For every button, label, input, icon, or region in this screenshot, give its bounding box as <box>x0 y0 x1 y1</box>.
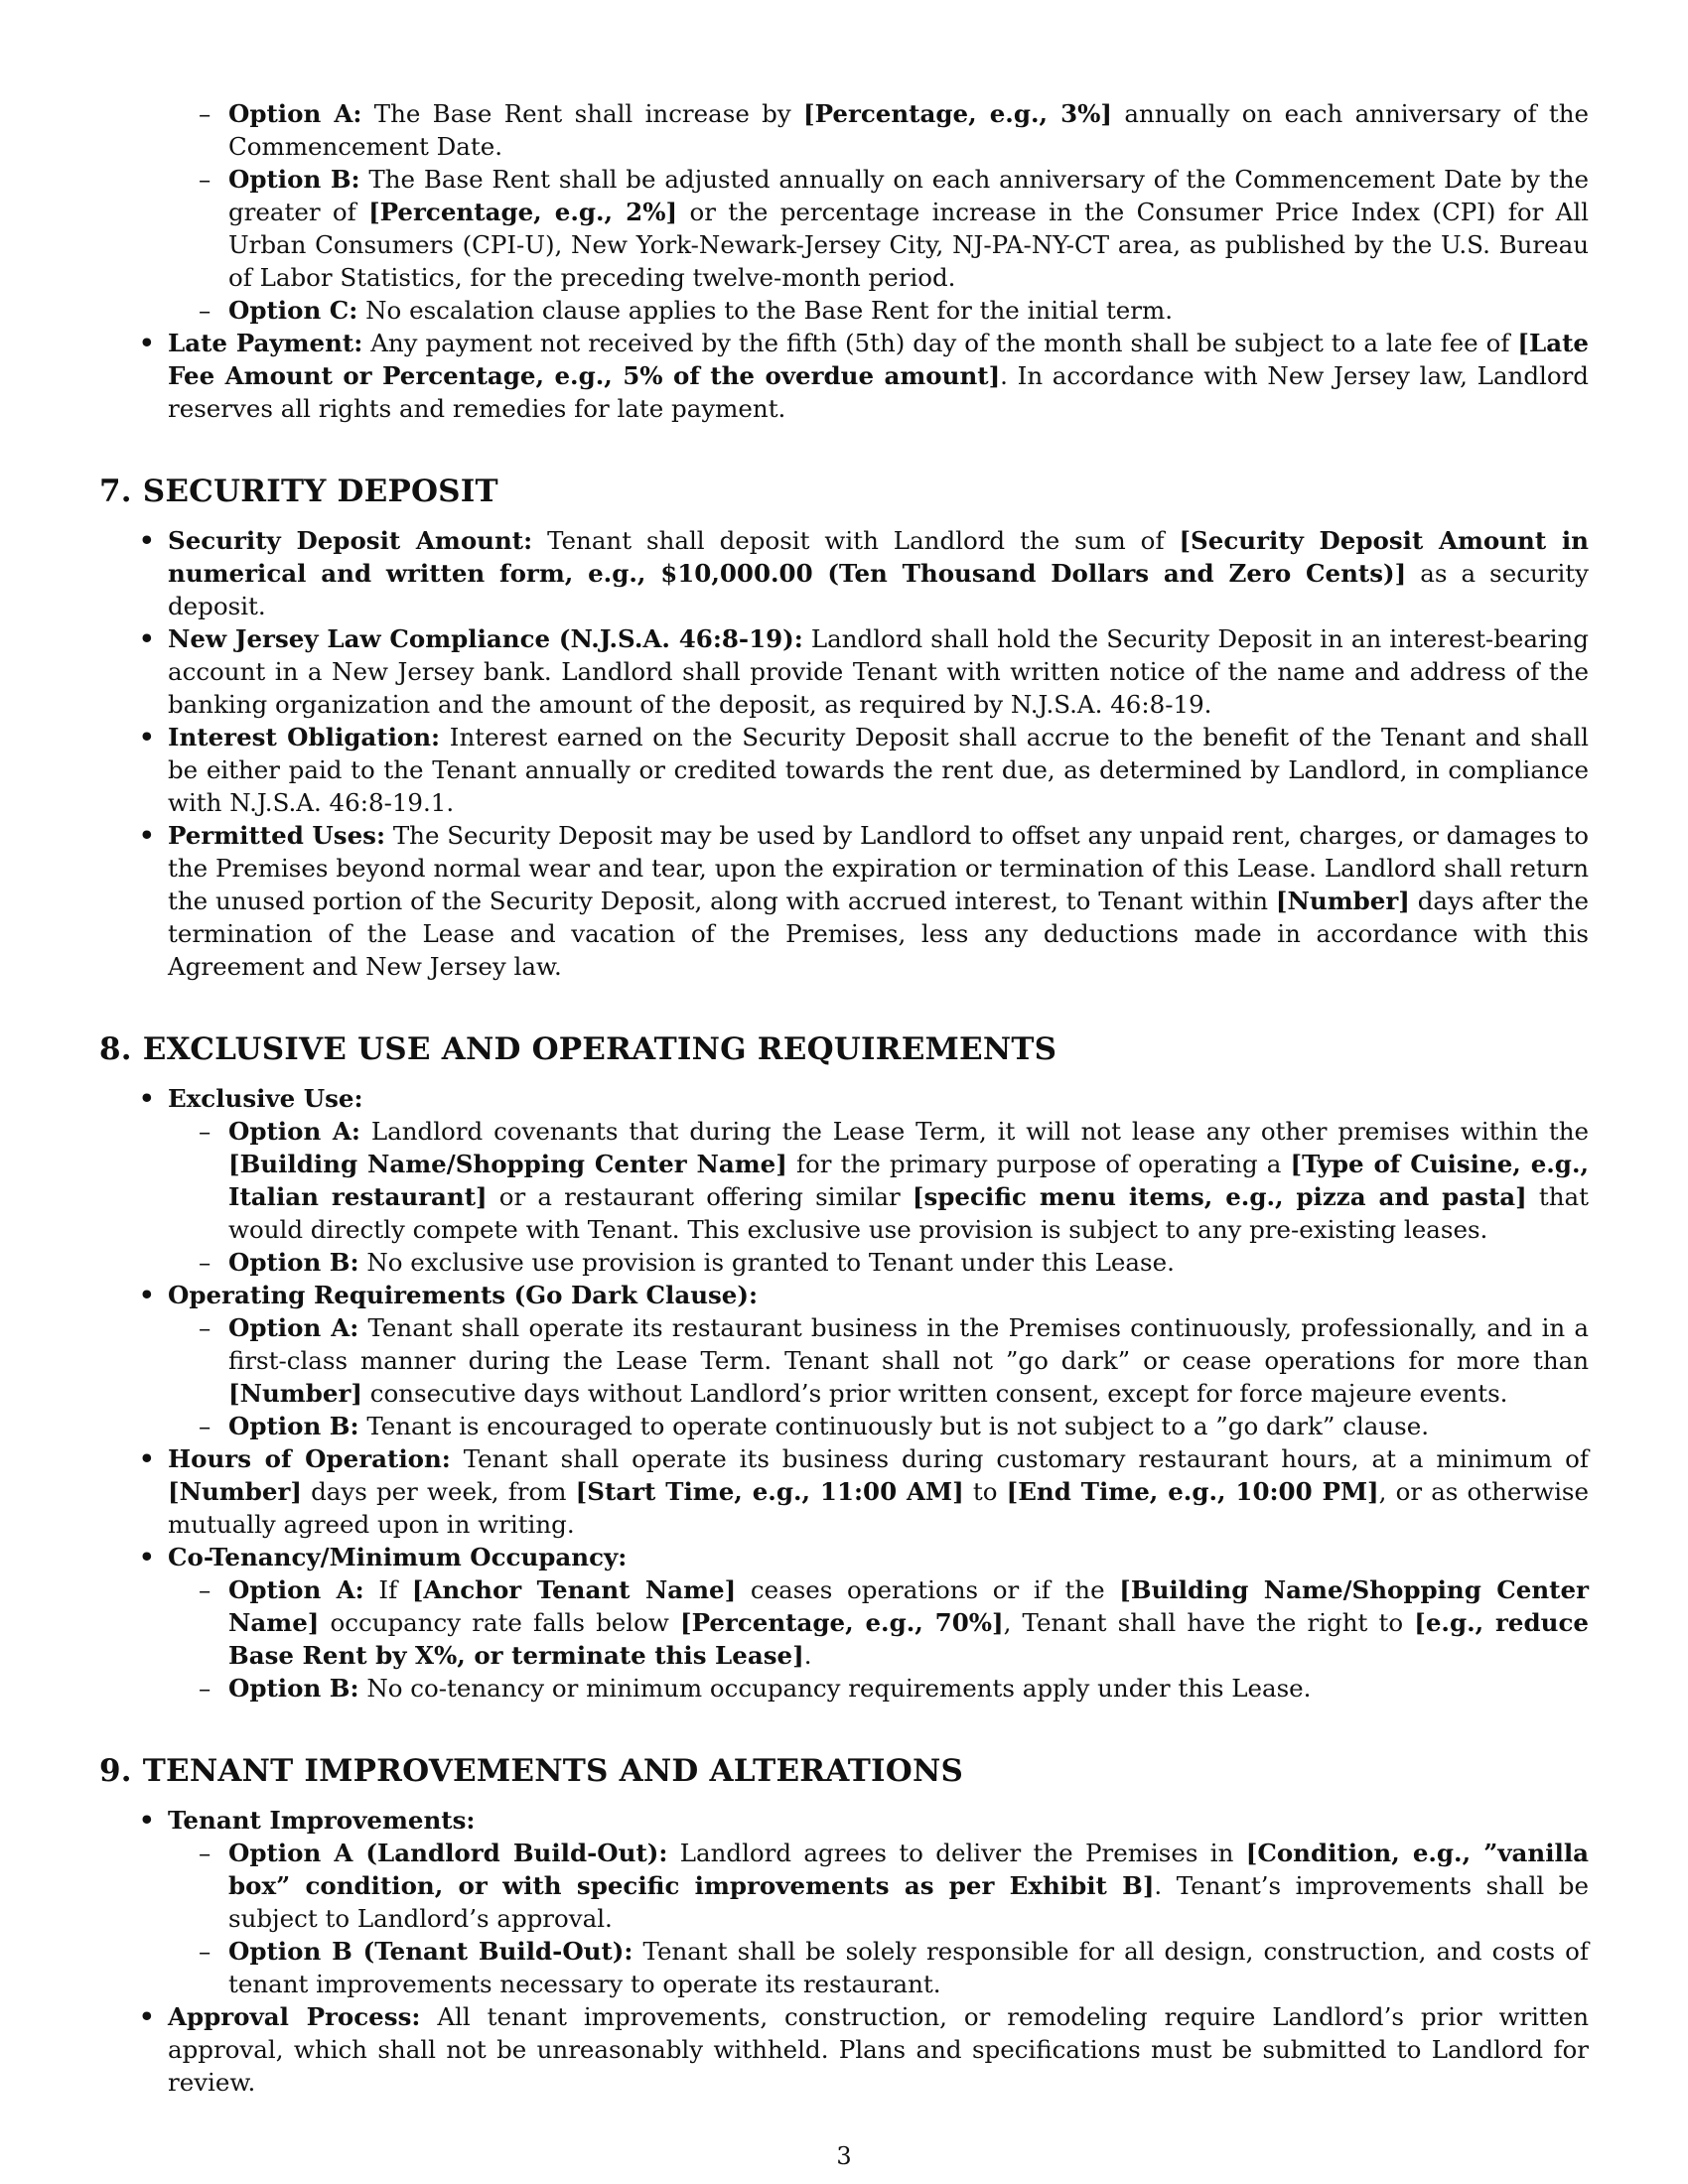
dash-marker: – <box>199 165 211 194</box>
option-label: Option A: <box>228 1117 360 1146</box>
placeholder-field: [Start Time, e.g., 11:00 AM] <box>575 1477 964 1506</box>
dash-marker: – <box>199 1412 211 1440</box>
option-label: Option B: <box>228 1248 359 1277</box>
placeholder-field: [Late Fee Amount or Percentage, e.g., 5% of the overdue amount] <box>168 329 1589 390</box>
list-item: – Option A (Landlord Build-Out): Landlord agrees to deliver the Premises in [Condition, e.g., ”vanilla box” condition, or with specific improvements as per Exhibit B]. Tenant’s improvements shall be subject to Landlord’s approval. <box>199 1839 1590 1933</box>
placeholder-field: [Number] <box>168 1477 302 1506</box>
option-label: Option B: <box>228 1674 359 1703</box>
list-item: – Option B: No co-tenancy or minimum occupancy requirements apply under this Lease. <box>199 1674 1312 1703</box>
page-number: 3 <box>836 2142 852 2170</box>
option-label: Option A: <box>228 1313 359 1342</box>
list-item <box>99 1082 1589 1279</box>
list-item: – Option A: If [Anchor Tenant Name] ceases operations or if the [Building Name/Shopping Center Name] occupancy rate falls below [Percentage, e.g., 70%], Tenant shall have the right to [e.g., reduce Base Rent by X%, or terminate this Lease]. <box>199 1575 1589 1670</box>
option-label: Option A: <box>228 99 362 128</box>
list-item <box>99 1541 1589 1705</box>
list-item: – Option B (Tenant Build-Out): Tenant shall be solely responsible for all design, construction, and costs of tenant improvements necessary to operate its restaurant. <box>199 1937 1589 1998</box>
item-label: Security Deposit Amount: <box>168 526 533 555</box>
section-heading: 7. SECURITY DEPOSIT <box>99 474 498 509</box>
item-label: Co-Tenancy/Minimum Occupancy: <box>168 1543 628 1571</box>
item-label: Approval Process: <box>168 2002 421 2031</box>
list-item: • Late Payment: Any payment not received by the fifth (5th) day of the month shall be subject to a late fee of [Late Fee Amount or Percentage, e.g., 5% of the overdue amount]. In accordance with New Jersey law, Landlord reserves all rights and remedies for late payment. <box>139 329 1589 423</box>
bullet-marker: • <box>139 526 155 555</box>
placeholder-field: [Percentage, e.g., 3%] <box>803 99 1113 128</box>
placeholder-field: [Building Name/Shopping Center Name] <box>228 1575 1589 1637</box>
list-item: – Option B: The Base Rent shall be adjusted annually on each anniversary of the Commencement Date by the greater of [Percentage, e.g., 2%] or the percentage increase in the Consumer Price Index (CPI) for All Urban Consumers (CPI-U), New York-Newark-Jersey City, NJ-PA-NY-CT area, as published by the U.S. Bureau of Labor Statistics, for the preceding twelve-month period. <box>199 165 1590 292</box>
bullet-marker: • <box>139 2002 155 2031</box>
placeholder-field: [Condition, e.g., ”vanilla box” condition, or with specific improvements as per Exhibit B] <box>228 1839 1590 1900</box>
dash-marker: – <box>199 1674 211 1703</box>
item-label: Permitted Uses: <box>168 821 385 850</box>
dash-marker: – <box>199 1117 211 1146</box>
list-item: • Interest Obligation: Interest earned on the Security Deposit shall accrue to the benefit of the Tenant and shall be either paid to the Tenant annually or credited towards the rent due, as determined by Landlord, in compliance with N.J.S.A. 46:8-19.1. <box>139 723 1589 817</box>
item-label: Operating Requirements (Go Dark Clause): <box>168 1281 759 1309</box>
placeholder-field: [Number] <box>1275 887 1410 915</box>
exclusive-use-list <box>99 1082 1589 1705</box>
item-label: Interest Obligation: <box>168 723 441 751</box>
bullet-marker: • <box>139 821 155 850</box>
dash-marker: – <box>199 1937 211 1966</box>
option-label: Option B (Tenant Build-Out): <box>228 1937 633 1966</box>
list-item: • Permitted Uses: The Security Deposit may be used by Landlord to offset any unpaid rent, charges, or damages to the Premises beyond normal wear and tear, upon the expiration or termination of this Lease. Landlord shall return the unused portion of the Security Deposit, along with accrued interest, to Tenant within [Number] days after the termination of the Lease and vacation of the Premises, less any deductions made in accordance with this Agreement and New Jersey law. <box>139 821 1589 981</box>
placeholder-field: [End Time, e.g., 10:00 PM] <box>1006 1477 1379 1506</box>
security-deposit-list <box>99 524 1589 983</box>
list-item: – Option B: No exclusive use provision is granted to Tenant under this Lease. <box>199 1248 1175 1277</box>
option-label: Option A: <box>228 1575 364 1604</box>
option-label: Option C: <box>228 296 358 325</box>
section-heading: 8. EXCLUSIVE USE AND OPERATING REQUIREMENTS <box>99 1031 1057 1067</box>
dash-marker: – <box>199 99 211 128</box>
dash-marker: – <box>199 1248 211 1277</box>
list-item: – Option B: Tenant is encouraged to operate continuously but is not subject to a ”go dark” clause. <box>199 1412 1430 1440</box>
tenant-improvements-list <box>99 1804 1589 2099</box>
list-item <box>99 1804 1589 2000</box>
list-item: • New Jersey Law Compliance (N.J.S.A. 46:8-19): Landlord shall hold the Security Deposit in an interest-bearing account in a New Jersey bank. Landlord shall provide Tenant with written notice of the name and address of the banking organization and the amount of the deposit, as required by N.J.S.A. 46:8-19. <box>139 624 1589 719</box>
placeholder-field: [Building Name/Shopping Center Name] <box>228 1150 787 1178</box>
item-label: Late Payment: <box>168 329 363 357</box>
placeholder-field: [e.g., reduce Base Rent by X%, or terminate this Lease] <box>228 1608 1589 1670</box>
rent-escalation-options <box>99 97 1589 327</box>
dash-marker: – <box>199 296 211 325</box>
placeholder-field: [Anchor Tenant Name] <box>411 1575 737 1604</box>
list-item <box>99 1279 1589 1442</box>
option-label: Option A (Landlord Build-Out): <box>228 1839 668 1867</box>
dash-marker: – <box>199 1839 211 1867</box>
placeholder-field: [Number] <box>228 1379 362 1408</box>
sub-option-list <box>99 1573 1589 1705</box>
dash-marker: – <box>199 1575 211 1604</box>
item-label: New Jersey Law Compliance (N.J.S.A. 46:8-19): <box>168 624 803 653</box>
option-label: Option B: <box>228 165 360 194</box>
section-heading: 9. TENANT IMPROVEMENTS AND ALTERATIONS <box>99 1753 964 1789</box>
list-item: • Approval Process: All tenant improvements, construction, or remodeling require Landlord’s prior written approval, which shall not be unreasonably withheld. Plans and specifications must be submitted to Landlord for review. <box>139 2002 1589 2097</box>
list-item: – Option A: Landlord covenants that during the Lease Term, it will not lease any other premises within the [Building Name/Shopping Center Name] for the primary purpose of operating a [Type of Cuisine, e.g., Italian restaurant] or a restaurant offering similar [specific menu items, e.g., pizza and pasta] that would directly compete with Tenant. This exclusive use provision is subject to any pre-existing leases. <box>199 1117 1589 1244</box>
sub-option-list <box>99 1311 1589 1442</box>
list-item: • Security Deposit Amount: Tenant shall deposit with Landlord the sum of [Security Deposit Amount in numerical and written form, e.g., $10,000.00 (Ten Thousand Dollars and Zero Cents)] as a security deposit. <box>139 526 1589 620</box>
item-label: Tenant Improvements: <box>168 1806 476 1835</box>
placeholder-field: [Percentage, e.g., 2%] <box>368 198 678 226</box>
bullet-marker: • <box>139 1281 155 1309</box>
bullet-marker: • <box>139 624 155 653</box>
bullet-marker: • <box>139 1543 155 1571</box>
bullet-marker: • <box>139 329 155 357</box>
bullet-marker: • <box>139 1806 155 1835</box>
option-label: Option B: <box>228 1412 359 1440</box>
sub-option-list <box>99 1837 1589 2000</box>
bullet-marker: • <box>139 723 155 751</box>
sub-option-list <box>99 1115 1589 1279</box>
list-item: – Option A: The Base Rent shall increase by [Percentage, e.g., 3%] annually on each anniversary of the Commencement Date. <box>199 99 1589 161</box>
late-payment-list <box>99 327 1589 425</box>
list-item: • Hours of Operation: Tenant shall operate its business during customary restaurant hours, at a minimum of [Number] days per week, from [Start Time, e.g., 11:00 AM] to [End Time, e.g., 10:00 PM], or as otherwise mutually agreed upon in writing. <box>139 1444 1589 1539</box>
placeholder-field: [Security Deposit Amount in numerical and written form, e.g., $10,000.00 (Ten Thousand Dollars and Zero Cents)] <box>168 526 1589 588</box>
bullet-marker: • <box>139 1084 155 1113</box>
placeholder-field: [Percentage, e.g., 70%] <box>679 1608 1004 1637</box>
item-label: Exclusive Use: <box>168 1084 363 1113</box>
document-page <box>99 97 1589 2099</box>
item-label: Hours of Operation: <box>168 1444 451 1473</box>
dash-marker: – <box>199 1313 211 1342</box>
bullet-marker: • <box>139 1444 155 1473</box>
list-item: – Option C: No escalation clause applies to the Base Rent for the initial term. <box>199 296 1174 325</box>
list-item: – Option A: Tenant shall operate its restaurant business in the Premises continuously, professionally, and in a first-class manner during the Lease Term. Tenant shall not ”go dark” or cease operations for more than [Number] consecutive days without Landlord’s prior written consent, except for force majeure events. <box>199 1313 1589 1408</box>
placeholder-field: [specific menu items, e.g., pizza and pasta] <box>912 1182 1527 1211</box>
placeholder-field: [Type of Cuisine, e.g., Italian restaurant] <box>228 1150 1589 1211</box>
